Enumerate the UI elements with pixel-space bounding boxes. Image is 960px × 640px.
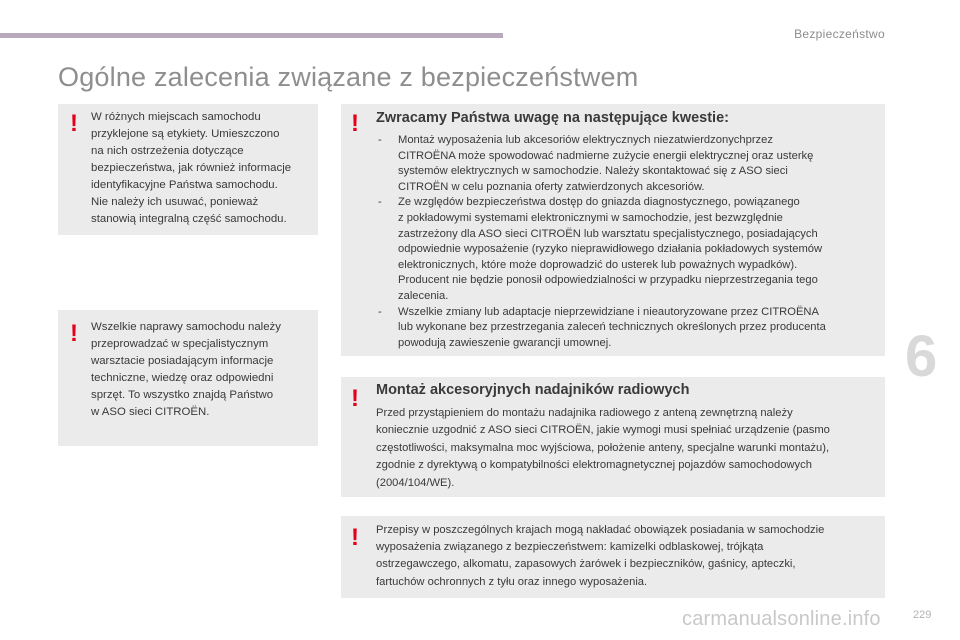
text-line: wyposażenia związanego z bezpieczeństwem: kamizelki odblaskowej, trójkąta: [376, 541, 764, 554]
regulations-box: [341, 516, 885, 598]
text-line: zalecenia.: [398, 289, 449, 302]
regulations-text: [376, 522, 881, 591]
text-line: stanowią integralną część samochodu.: [91, 213, 287, 225]
text-line: powodują zawieszenie gwarancji umownej.: [398, 336, 612, 349]
text-line: elektronicznych, które może doprowadzić do usterek lub poważnych wypadków).: [398, 258, 798, 271]
text-line: Przed przystąpieniem do montażu nadajnika radiowego z anteną zewnętrzną należy: [376, 407, 793, 419]
text-line: Przepisy w poszczególnych krajach mogą nakładać obowiązek posiadania w samochodzie: [376, 524, 825, 536]
attention-box: [341, 104, 885, 356]
watermark: carmanualsonline.info: [682, 608, 881, 630]
radio-heading: Montaż akcesoryjnych nadajników radiowych: [376, 382, 690, 398]
text-line: przeprowadzać w specjalistycznym: [91, 338, 269, 350]
text-line: z pokładowymi systemami elektronicznymi w samochodzie, jest bezwzględnie: [398, 211, 783, 224]
text-line: identyfikacyjne Państwa samochodu.: [91, 179, 278, 191]
warning-icon: !: [70, 110, 78, 137]
text-line: (2004/104/WE).: [376, 476, 455, 489]
text-line: - Montaż wyposażenia lub akcesoriów elektrycznych niezatwierdzonychprzez: [398, 134, 773, 146]
warning-icon: !: [351, 110, 359, 137]
text-line: Wszelkie naprawy samochodu należy: [91, 321, 281, 333]
warning-icon: !: [351, 385, 359, 412]
text-line: techniczne, wiedzę oraz odpowiedni: [91, 372, 274, 384]
text-line: CITROËN w celu poznania oferty zatwierdzonych akcesoriów.: [398, 180, 705, 193]
text-line: zgodnie z dyrektywą o kompatybilności elektromagnetycznej pojazdów samochodowych: [376, 459, 812, 472]
text-line: zastrzeżony dla ASO sieci CITROËN lub warsztatu specjalistycznego, posiadających: [398, 227, 818, 240]
warning-icon: !: [351, 524, 359, 551]
text-line: systemów elektrycznych w samochodzie. Należy skontaktować się z ASO sieci: [398, 165, 788, 178]
list-item: [376, 305, 881, 352]
text-line: na nich ostrzeżenia dotyczące: [91, 145, 244, 157]
text-line: odpowiednie wyposażenie (ryzyko nieprawidłowego działania pokładowych systemów: [398, 243, 823, 256]
text-line: sprzęt. To wszystko znajdą Państwo: [91, 389, 274, 401]
text-line: częstotliwości, maksymalna moc wyjściowa, położenie anteny, specjalne warunki montażu),: [376, 441, 830, 454]
list-item: [376, 133, 881, 195]
page-title: Ogólne zalecenia związane z bezpieczeństwem: [58, 62, 639, 92]
warning-text-labels: [91, 109, 316, 228]
text-line: Nie należy ich usuwać, ponieważ: [91, 196, 259, 208]
section-name: Bezpieczeństwo: [794, 27, 885, 41]
text-line: w ASO sieci CITROËN.: [91, 406, 210, 418]
list-item: [376, 195, 881, 304]
top-accent-bar: [0, 33, 503, 38]
warning-box-repairs: [58, 310, 318, 446]
text-line: - Wszelkie zmiany lub adaptacje nieprzewidziane i nieautoryzowane przez CITROËNA: [398, 305, 819, 318]
text-line: koniecznie uzgodnić z ASO sieci CITROËN, jakie wymogi musi spełniać urządzenie (pasmo: [376, 424, 830, 437]
radio-text: [376, 405, 881, 492]
text-line: - Ze względów bezpieczeństwa dostęp do gniazda diagnostycznego, powiązanego: [398, 196, 800, 209]
text-line: ostrzegawczego, alkomatu, zapasowych żarówek i bezpieczników, gaśnicy, apteczki,: [376, 558, 796, 571]
warning-box-labels: [58, 104, 318, 235]
radio-box: [341, 377, 885, 497]
text-line: fartuchów ochronnych z tyłu oraz innego wyposażenia.: [376, 575, 648, 588]
warning-icon: !: [70, 320, 78, 347]
warning-text-repairs: [91, 319, 316, 421]
attention-list: [376, 133, 881, 351]
text-line: lub wykonane bez przestrzegania zaleceń technicznych określonych przez producenta: [398, 321, 826, 334]
chapter-number: 6: [905, 324, 938, 389]
text-line: Producent nie będzie ponosił odpowiedzialności w przypadku nieprzestrzegania tego: [398, 274, 818, 287]
text-line: warsztacie posiadającym informacje: [91, 355, 274, 367]
text-line: bezpieczeństwa, jak również informacje: [91, 162, 292, 174]
text-line: CITROËNA może spowodować nadmierne zużycie energii elektrycznej oraz usterkę: [398, 149, 814, 162]
page-number: 229: [913, 609, 932, 621]
text-line: przyklejone są etykiety. Umieszczono: [91, 128, 280, 140]
attention-heading: Zwracamy Państwa uwagę na następujące kwestie:: [376, 110, 729, 126]
text-line: W różnych miejscach samochodu: [91, 111, 261, 123]
